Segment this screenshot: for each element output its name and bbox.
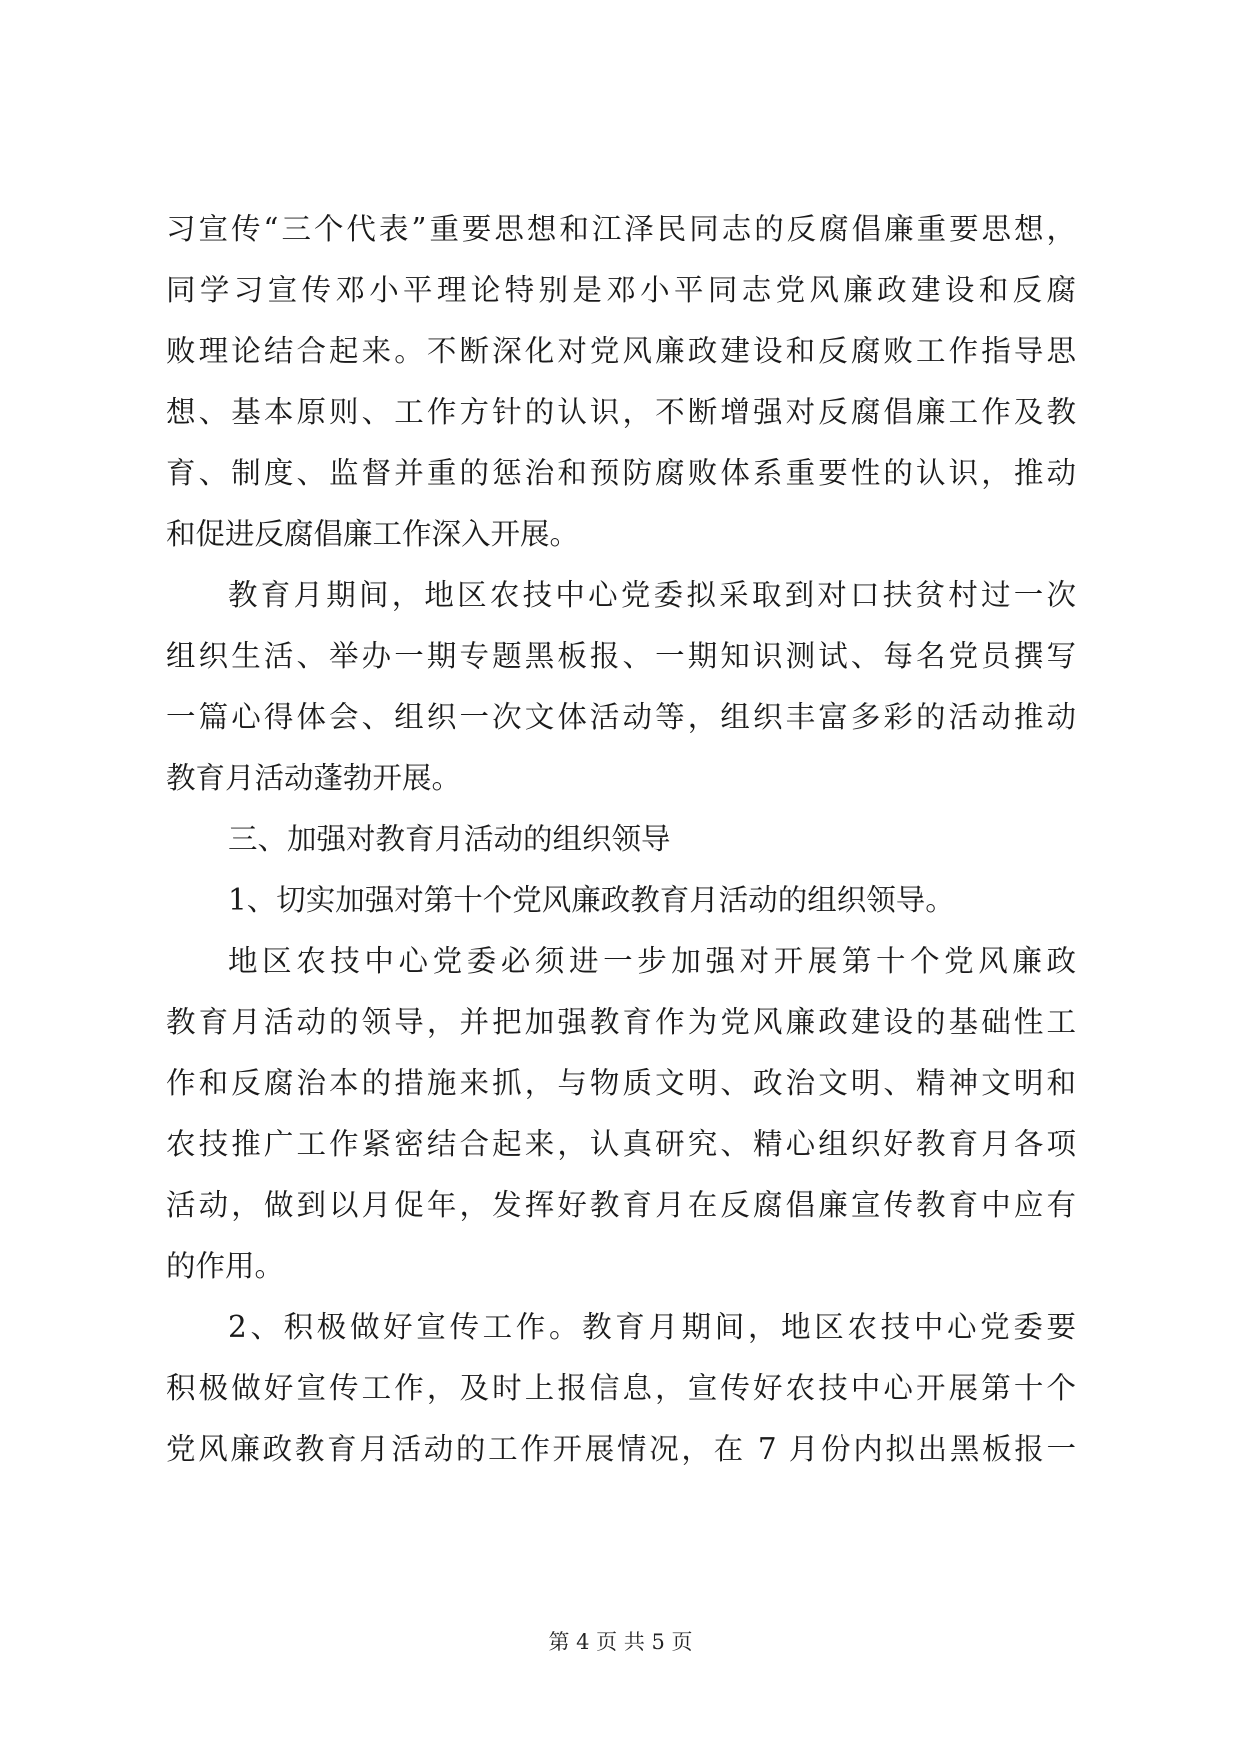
text-line: 积极做好宣传工作，及时上报信息，宣传好农技中心开展第十个 (166, 1371, 1076, 1405)
text-line: 组织生活、举办一期专题黑板报、一期知识测试、每名党员撰写 (166, 639, 1076, 673)
text-line: 想、基本原则、工作方针的认识，不断增强对反腐倡廉工作及教 (166, 395, 1076, 429)
text-line: 教育月活动蓬勃开展。 (166, 761, 462, 795)
text-line: 习宣传“三个代表”重要思想和江泽民同志的反腐倡廉重要思想， (166, 212, 1076, 246)
text-line: 的作用。 (166, 1249, 285, 1283)
text-line: 教育月活动的领导，并把加强教育作为党风廉政建设的基础性工 (166, 1005, 1076, 1039)
text-line: 同学习宣传邓小平理论特别是邓小平同志党风廉政建设和反腐 (166, 273, 1076, 307)
subsection-heading: 1、切实加强对第十个党风廉政教育月活动的组织领导。 (228, 883, 955, 917)
page-number-footer: 第 4 页 共 5 页 (548, 1630, 693, 1654)
body-text (166, 199, 1076, 1480)
text-line: 败理论结合起来。不断深化对党风廉政建设和反腐败工作指导思 (166, 334, 1076, 368)
paragraph-start: 地区农技中心党委必须进一步加强对开展第十个党风廉政 (228, 944, 1076, 978)
text-line: 活动，做到以月促年，发挥好教育月在反腐倡廉宣传教育中应有 (166, 1188, 1076, 1222)
paragraph-start: 2、积极做好宣传工作。教育月期间，地区农技中心党委要 (228, 1310, 1076, 1344)
paragraph-start: 教育月期间，地区农技中心党委拟采取到对口扶贫村过一次 (228, 578, 1076, 612)
text-line: 党风廉政教育月活动的工作开展情况，在 7 月份内拟出黑板报一 (166, 1432, 1076, 1466)
text-line: 作和反腐治本的措施来抓，与物质文明、政治文明、精神文明和 (166, 1066, 1076, 1100)
text-line: 育、制度、监督并重的惩治和预防腐败体系重要性的认识，推动 (166, 456, 1076, 490)
section-heading: 三、加强对教育月活动的组织领导 (228, 822, 671, 856)
text-line: 一篇心得体会、组织一次文体活动等，组织丰富多彩的活动推动 (166, 700, 1076, 734)
text-line: 和促进反腐倡廉工作深入开展。 (166, 517, 580, 551)
text-line: 农技推广工作紧密结合起来，认真研究、精心组织好教育月各项 (166, 1127, 1076, 1161)
